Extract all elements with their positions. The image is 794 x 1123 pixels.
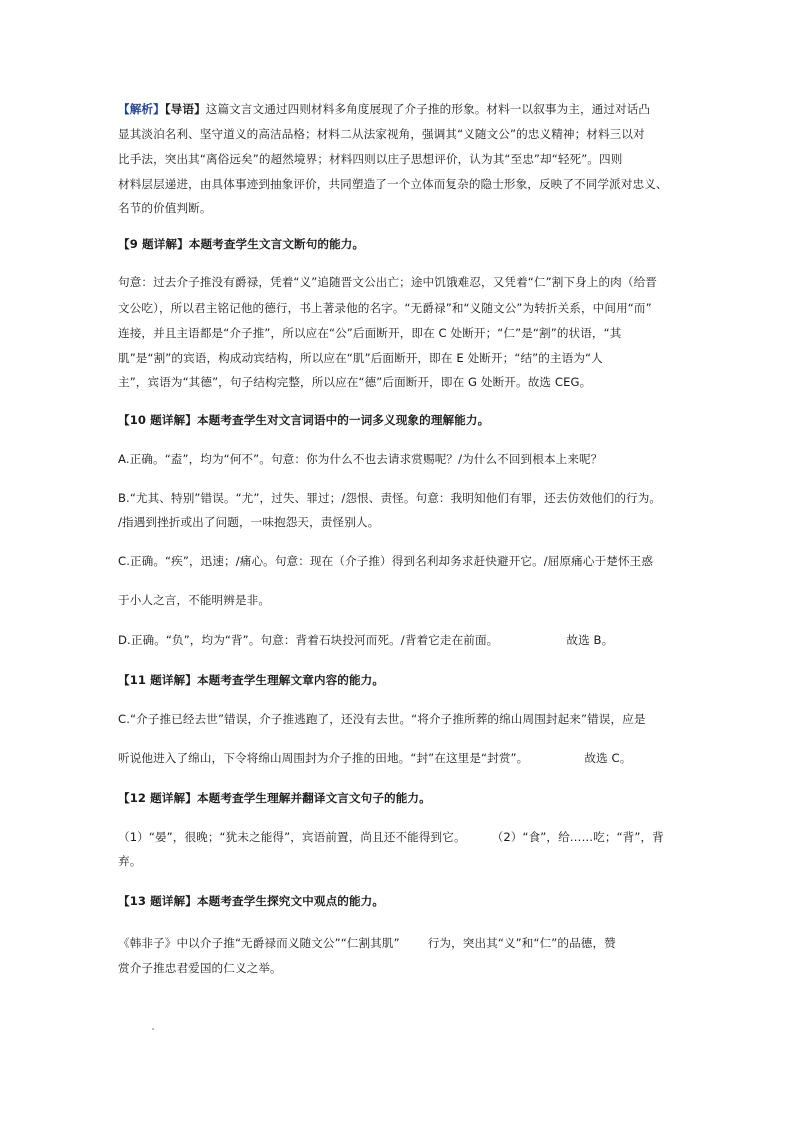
q13-line-1: 《韩非子》中以介子推“无爵禄而义随文公”“仁割其肌” 行为，突出其“义”和“仁”的品德，赞 <box>118 936 616 950</box>
q10-option-b-line-2: /指遇到挫折或出了问题，一味抱怨天，责怪别人。 <box>118 515 380 529</box>
q11-answer: 故选 C。 <box>584 751 632 765</box>
intro-line-2: 显其淡泊名利、坚守道义的高洁品格；材料二从法家视角，强调其“义随文公”的忠义精神；材料三以对 <box>118 127 645 141</box>
q9-line-1: 句意：过去介子推没有爵禄，凭着“义”追随晋文公出亡；途中饥饿难忍，又凭着“仁”割下身上的肉（给晋 <box>118 275 657 289</box>
q9-line-2: 文公吃），所以君主铭记他的德行，书上著录他的名字。“无爵禄”和“义随文公”为转折关系，中间用“而” <box>118 301 652 315</box>
stray-dot <box>152 1028 154 1030</box>
q11-line-1: C.“介子推已经去世”错误，介子推逃跑了，还没有去世。“将介子推所葬的绵山周围封起来”错误，应是 <box>118 712 646 726</box>
analysis-tag: 【解析】 <box>118 102 165 116</box>
q12-line-2: 弃。 <box>118 854 142 868</box>
q13-line-2: 赏介子推忠君爱国的仁义之举。 <box>118 961 282 975</box>
q10-option-c-line-1: C.正确。“疾”，迅速；/痛心。句意：现在（介子推）得到名利却务求赶快避开它。/屈原痛心于楚怀王惑 <box>118 554 654 568</box>
q10-answer: 故选 B。 <box>566 633 614 647</box>
q11-heading: 【11 题详解】本题考查学生理解文章内容的能力。 <box>118 673 385 687</box>
q10-option-b-line-1: B.“尤其、特别”错误。“尤”，过失、罪过；/怨恨、责怪。句意：我明知他们有罪，还去仿效他们的行为。 <box>118 491 662 505</box>
q11-line-2: 听说他进入了绵山，下令将绵山周围封为介子推的田地。“封”在这里是“封赏”。 故选 C。 <box>118 751 632 765</box>
guide-tag: 【导语】 <box>164 102 206 116</box>
q10-option-c-line-2: 于小人之言，不能明辨是非。 <box>118 593 271 607</box>
q10-option-d: D.正确。“负”，均为“背”。句意：背着石块投河而死。/背着它走在前面。 故选 B。 <box>118 633 614 647</box>
q9-line-4: 肌”是“割”的宾语，构成动宾结构，所以应在“肌”后面断开，即在 E 处断开；“结”的主语为“人 <box>118 351 603 365</box>
intro-line-1: 【解析】【导语】这篇文言文通过四则材料多角度展现了介子推的形象。材料一以叙事为主，通过对话凸 <box>118 102 651 116</box>
intro-line-3: 比手法，突出其“离俗远矣”的超然境界；材料四则以庄子思想评价，认为其“至忠”却“轻死”。四则 <box>118 152 623 166</box>
intro-line-5: 名节的价值判断。 <box>118 201 212 215</box>
q12-line-1: （1）“晏”，很晚；“犹未之能得”，宾语前置，尚且还不能得到它。 （2）“食”，给……吃；“背”，背 <box>118 830 664 844</box>
q13-heading: 【13 题详解】本题考查学生探究文中观点的能力。 <box>118 894 385 908</box>
q10-option-a: A.正确。“盍”，均为“何不”。句意：你为什么不也去请求赏赐呢？/为什么不回到根本上来呢？ <box>118 452 603 466</box>
q12-heading: 【12 题详解】本题考查学生理解并翻译文言文句子的能力。 <box>118 791 431 805</box>
q9-line-5: 主”，宾语为“其德”，句子结构完整，所以应在“德”后面断开，即在 G 处断开。故选 CEG。 <box>118 375 592 389</box>
q9-heading: 【9 题详解】本题考查学生文言文断句的能力。 <box>118 237 365 251</box>
intro-line-4: 材料层层递进，由具体事迹到抽象评价，共同塑造了一个立体而复杂的隐士形象，反映了不同学派对忠义、 <box>118 177 668 191</box>
q10-heading: 【10 题详解】本题考查学生对文言词语中的一词多义现象的理解能力。 <box>118 413 490 427</box>
q9-line-3: 连接，并且主语都是“介子推”，所以应在“公”后面断开，即在 C 处断开；“仁”是“割”的状语，“其 <box>118 326 622 340</box>
